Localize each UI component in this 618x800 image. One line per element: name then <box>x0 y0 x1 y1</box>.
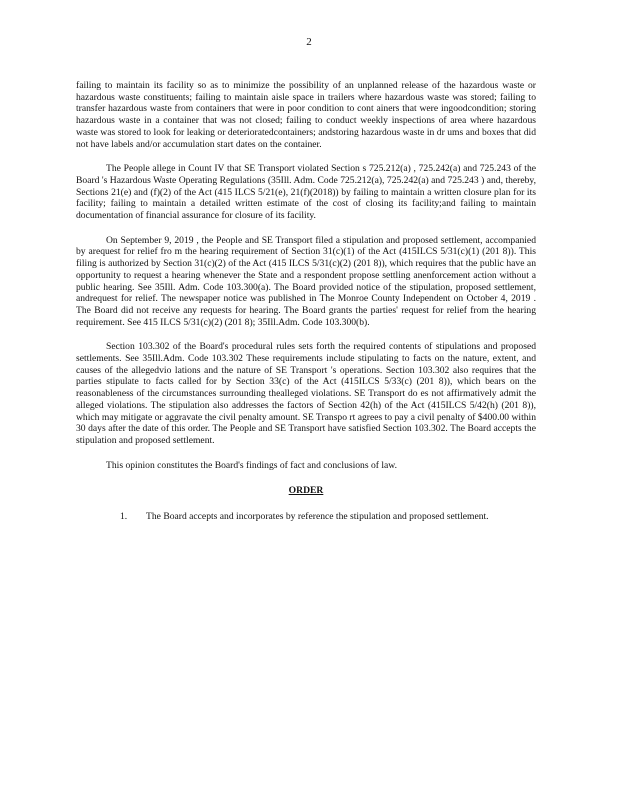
paragraph-count-iii-continued: failing to maintain its facility so as to minimize the possibility of an unplanned release of the hazardous waste or hazardous waste constituents; failing to maintain aisle space in trailers where hazardous waste was stored; failing to transfer hazardous waste from containers that were in poor condition to cont ainers that were ingoodcondition; storing hazardous waste in a container that was not closed; failing to conduct weekly inspections of area where hazardous waste was stored to look for leaking or deterioratedcontainers; andstoring hazardous waste in dr ums and boxes that did not have labels and/or accumulation start dates on the container. <box>76 80 536 150</box>
paragraph-findings: This opinion constitutes the Board's findings of fact and conclusions of law. <box>106 459 398 471</box>
paragraph-procedural-rules: Section 103.302 of the Board's procedural rules sets forth the required contents of stipulations and proposed settlements. See 35Ill.Adm. Code 103.302 These requirements include stipulating to facts on the nature, extent, and causes of the allegedvio lations and the nature of SE Transport 's operations. Section 103.302 also requires that the parties stipulate to facts called for by Section 33(c) of the Act (415ILCS 5/33(c) (201 8)), which bears on the reasonableness of the circumstances surrounding thealleged violations. SE Transport do es not affirmatively admit the alleged violations. The stipulation also addresses the factors of Section 42(h) of the Act (415ILCS 5/42(h) (201 8)), which may mitigate or aggravate the civil penalty amount. SE Transpo rt agrees to pay a civil penalty of $400.00 within 30 days after the date of this order. The People and SE Transport have satisfied Section 103.302. The Board accepts the stipulation and proposed settlement. <box>76 341 536 446</box>
order-item-number: 1. <box>120 511 128 523</box>
paragraph-count-iv: The People allege in Count IV that SE Transport violated Section s 725.212(a) , 725.242(a) and 725.243 of the Board 's Hazardous Waste Operating Regulations (35Ill. Adm. Code 725.212(a), 725.242(a) and 725.243 ) and, thereby, Sections 21(e) and (f)(2) of the Act (415 ILCS 5/21(e), 21(f)(2018)) by failing to maintain a written closure plan for its facility; failing to maintain a detailed written estimate of the cost of closing its facility;and failing to maintain documentation of financial assurance for closure of its facility. <box>76 163 536 222</box>
document-body <box>76 80 536 523</box>
page-number: 2 <box>306 36 312 48</box>
order-heading: ORDER <box>288 485 324 497</box>
paragraph-stipulation-filing: On September 9, 2019 , the People and SE Transport filed a stipulation and proposed settlement, accompanied by arequest for relief fro m the hearing requirement of Section 31(c)(1) of the Act (415ILCS 5/31(c)(1) (201 8)). This filing is authorized by Section 31(c)(2) of the Act (415 ILCS 5/31(c)(2) (201 8)), which requires that the public have an opportunity to request a hearing whenever the State and a respondent propose settling anenforcement action without a public hearing. See 35Ill. Adm. Code 103.300(a). The Board provided notice of the stipulation, proposed settlement, andrequest for relief. The newspaper notice was published in The Monroe County Independent on October 4, 2019 . The Board did not receive any requests for hearing. The Board grants the parties' request for relief from the hearing requirement. See 415 ILCS 5/31(c)(2) (201 8); 35Ill.Adm. Code 103.300(b). <box>76 234 536 328</box>
order-item <box>120 511 536 523</box>
order-item-text: The Board accepts and incorporates by reference the stipulation and proposed settlement. <box>146 511 489 523</box>
